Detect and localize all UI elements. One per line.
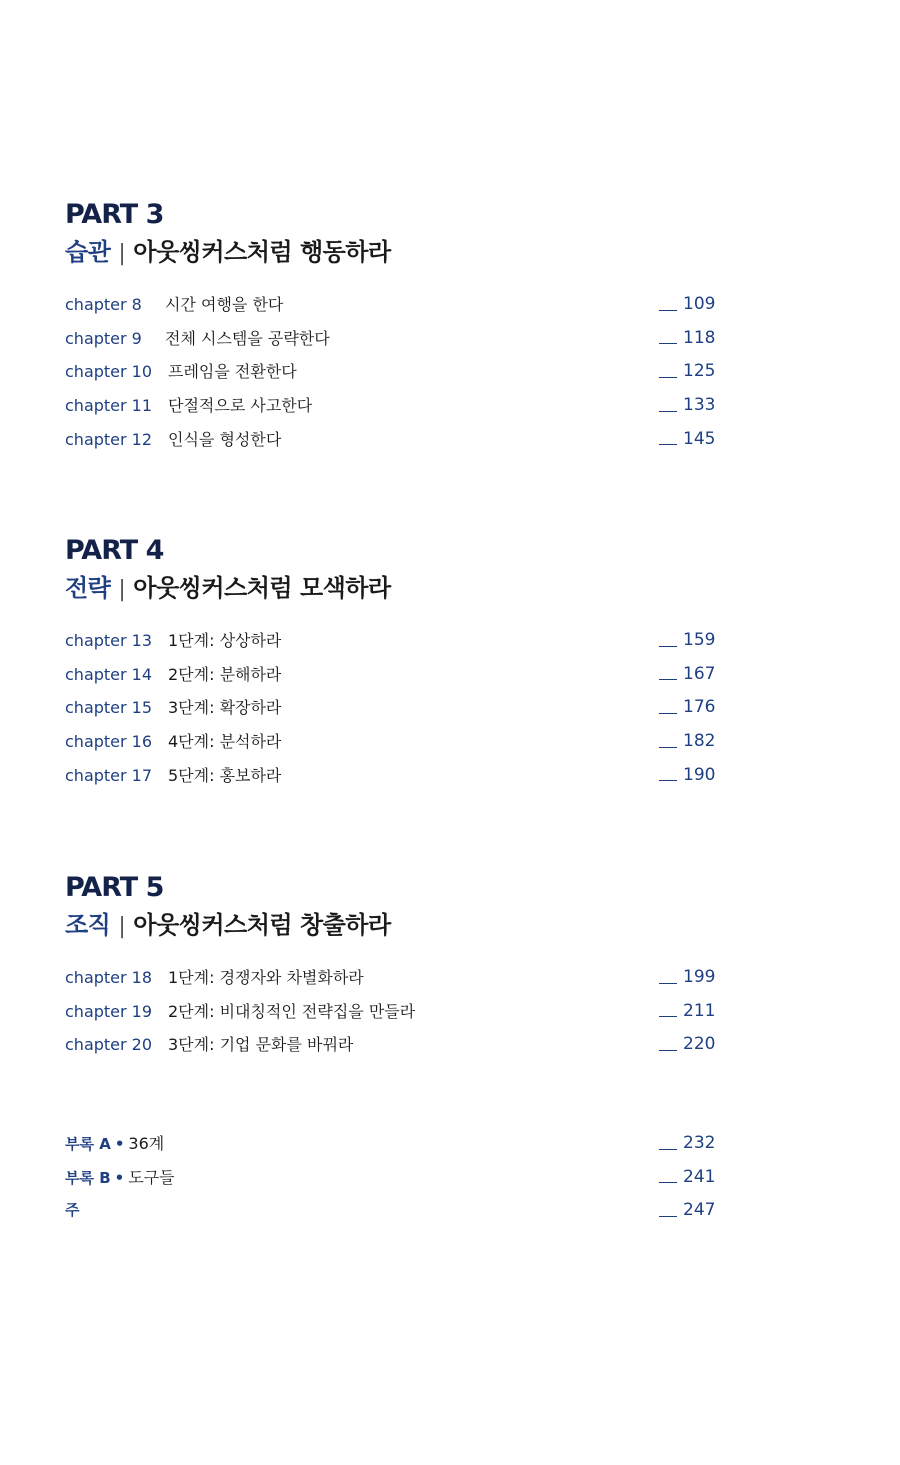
title-divider: | [118, 241, 126, 266]
chapter-number: chapter 15 [65, 698, 153, 718]
page-number: 109 [659, 288, 715, 322]
appendix-label: 부록 A • 36계 [65, 1134, 165, 1153]
chapter-number: chapter 11 [65, 396, 153, 416]
chapter-number: chapter 13 [65, 631, 153, 650]
page-number: 241 [659, 1161, 715, 1195]
leader-dash [659, 747, 677, 748]
leader-dash [659, 1216, 677, 1217]
chapter-title: 단절적으로 사고한다 [168, 396, 313, 416]
chapter-row[interactable] [65, 322, 725, 356]
part-title [65, 905, 725, 945]
chapter-title: 프레임을 전환한다 [168, 362, 297, 382]
chapter-number: chapter 20 [65, 1035, 153, 1055]
page-number: 211 [659, 995, 715, 1029]
appendix-label: 주 [65, 1201, 80, 1220]
part-heading: 아웃씽커스처럼 모색하라 [133, 574, 391, 602]
chapter-row[interactable] [65, 624, 725, 658]
chapter-title: 4단계: 분석하라 [168, 732, 282, 752]
page-number: 182 [659, 725, 715, 759]
leader-dash [659, 679, 677, 680]
page-number: 220 [659, 1028, 715, 1062]
part-heading: 아웃씽커스처럼 창출하라 [133, 911, 391, 939]
part-3-section [65, 198, 725, 456]
leader-dash [659, 444, 677, 445]
chapter-title: 2단계: 분해하라 [168, 664, 282, 684]
appendix-row[interactable] [65, 1127, 725, 1161]
page-number: 159 [659, 624, 715, 658]
page-number: 118 [659, 322, 715, 356]
chapter-row[interactable] [65, 995, 725, 1029]
chapter-row[interactable] [65, 658, 725, 692]
chapter-title: 2단계: 비대칭적인 전략집을 만들라 [168, 1001, 416, 1021]
part-5-section [65, 871, 725, 1062]
part-label: PART 3 [65, 199, 164, 230]
leader-dash [659, 983, 677, 984]
chapter-row[interactable] [65, 1028, 725, 1062]
part-label: PART 5 [65, 872, 164, 903]
chapter-row[interactable] [65, 759, 725, 793]
chapter-row[interactable] [65, 288, 725, 322]
chapter-number: chapter 19 [65, 1001, 153, 1021]
part-title [65, 232, 725, 272]
page-number: 190 [659, 759, 715, 793]
chapter-number: chapter 9 [65, 328, 142, 348]
appendix-row[interactable] [65, 1161, 725, 1195]
appendix-section [65, 1127, 725, 1228]
leader-dash [659, 343, 677, 344]
title-divider: | [118, 577, 126, 602]
part-heading: 아웃씽커스처럼 행동하라 [133, 238, 391, 266]
part-subtitle: 조직 [65, 911, 111, 939]
part-4-section [65, 534, 725, 792]
chapter-title: 5단계: 홍보하라 [168, 765, 282, 785]
chapter-title: 인식을 형성한다 [168, 429, 282, 449]
appendix-row[interactable] [65, 1194, 725, 1228]
chapter-row[interactable] [65, 355, 725, 389]
chapter-title: 3단계: 기업 문화를 바꿔라 [168, 1035, 354, 1055]
leader-dash [659, 780, 677, 781]
chapter-list [65, 624, 725, 792]
leader-dash [659, 377, 677, 378]
chapter-title: 1단계: 상상하라 [168, 631, 282, 650]
chapter-number: chapter 14 [65, 664, 153, 684]
chapter-list [65, 288, 725, 456]
leader-dash [659, 1050, 677, 1051]
part-title [65, 568, 725, 608]
chapter-title: 시간 여행을 한다 [165, 295, 284, 314]
chapter-number: chapter 8 [65, 295, 142, 314]
chapter-row[interactable] [65, 423, 725, 457]
page-number: 145 [659, 423, 715, 457]
leader-dash [659, 646, 677, 647]
chapter-row[interactable] [65, 691, 725, 725]
page-number: 199 [659, 961, 715, 995]
chapter-number: chapter 10 [65, 362, 153, 382]
page-number: 125 [659, 355, 715, 389]
page-number: 247 [659, 1194, 715, 1228]
leader-dash [659, 1182, 677, 1183]
part-label: PART 4 [65, 535, 164, 566]
part-subtitle: 습관 [65, 238, 111, 266]
chapter-number: chapter 12 [65, 429, 153, 449]
leader-dash [659, 1016, 677, 1017]
chapter-number: chapter 17 [65, 765, 153, 785]
page-number: 232 [659, 1127, 715, 1161]
title-divider: | [118, 914, 126, 939]
chapter-title: 3단계: 확장하라 [168, 698, 282, 718]
leader-dash [659, 713, 677, 714]
chapter-number: chapter 18 [65, 968, 153, 987]
chapter-title: 전체 시스템을 공략한다 [165, 328, 330, 348]
chapter-row[interactable] [65, 725, 725, 759]
leader-dash [659, 310, 677, 311]
chapter-row[interactable] [65, 389, 725, 423]
leader-dash [659, 1149, 677, 1150]
page-number: 167 [659, 658, 715, 692]
chapter-title: 1단계: 경쟁자와 차별화하라 [168, 968, 364, 987]
page-number: 133 [659, 389, 715, 423]
chapter-list [65, 961, 725, 1062]
chapter-row[interactable] [65, 961, 725, 995]
chapter-number: chapter 16 [65, 732, 153, 752]
appendix-label: 부록 B • 도구들 [65, 1167, 175, 1187]
part-subtitle: 전략 [65, 574, 111, 602]
leader-dash [659, 411, 677, 412]
page-number: 176 [659, 691, 715, 725]
